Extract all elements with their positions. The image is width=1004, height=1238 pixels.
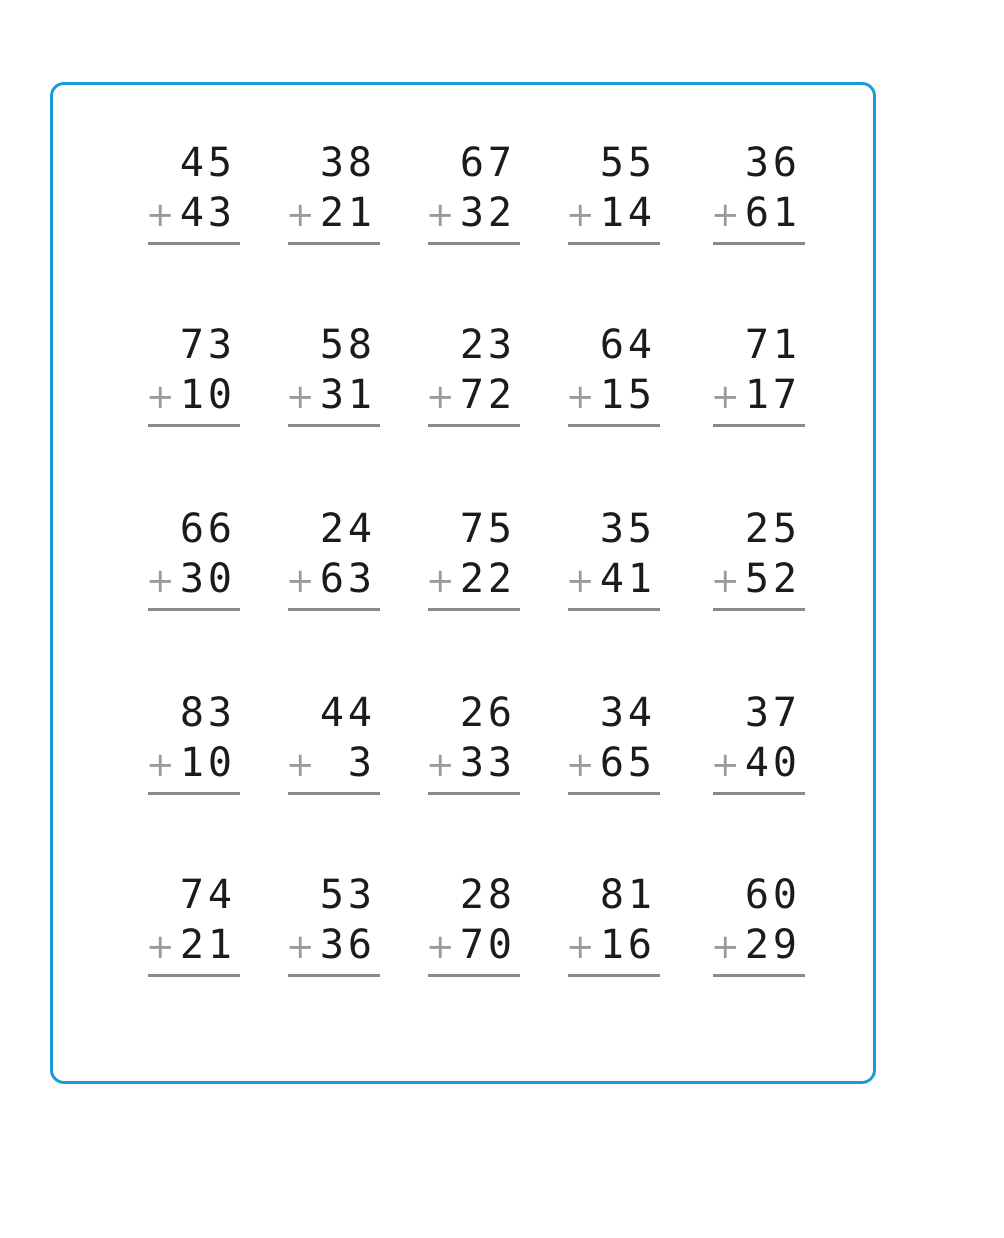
addend-top: 74 [179, 872, 236, 918]
answer-line [288, 792, 380, 795]
addend-bottom: 65 [599, 740, 656, 786]
plus-sign: + [426, 195, 455, 235]
addend-bottom: 17 [744, 372, 801, 418]
addend-top: 73 [179, 322, 236, 368]
addend-bottom: 15 [599, 372, 656, 418]
plus-sign: + [711, 377, 740, 417]
addend-bottom: 70 [459, 922, 516, 968]
plus-sign: + [146, 195, 175, 235]
addition-problem [420, 506, 520, 626]
addend-top: 35 [599, 506, 656, 552]
addend-top: 75 [459, 506, 516, 552]
answer-line [288, 242, 380, 245]
addition-problem [140, 140, 240, 260]
plus-sign: + [711, 561, 740, 601]
addend-top: 23 [459, 322, 516, 368]
answer-line [428, 974, 520, 977]
addend-bottom: 40 [744, 740, 801, 786]
addend-bottom: 63 [319, 556, 376, 602]
addition-problem [560, 506, 660, 626]
answer-line [568, 424, 660, 427]
addition-problem [420, 322, 520, 442]
plus-sign: + [426, 561, 455, 601]
addition-problem [560, 690, 660, 810]
answer-line [568, 792, 660, 795]
plus-sign: + [286, 195, 315, 235]
answer-line [288, 424, 380, 427]
plus-sign: + [426, 927, 455, 967]
answer-line [288, 974, 380, 977]
addition-problem [560, 322, 660, 442]
plus-sign: + [566, 561, 595, 601]
addition-problem [280, 690, 380, 810]
answer-line [713, 608, 805, 611]
addend-bottom: 21 [179, 922, 236, 968]
addend-top: 71 [744, 322, 801, 368]
plus-sign: + [711, 745, 740, 785]
answer-line [428, 608, 520, 611]
addend-bottom: 16 [599, 922, 656, 968]
addition-problem [705, 872, 805, 992]
addend-bottom: 14 [599, 190, 656, 236]
plus-sign: + [286, 377, 315, 417]
addend-bottom: 33 [459, 740, 516, 786]
addend-bottom: 52 [744, 556, 801, 602]
addition-problem [420, 872, 520, 992]
addend-top: 81 [599, 872, 656, 918]
plus-sign: + [146, 745, 175, 785]
addend-bottom: 10 [179, 372, 236, 418]
addition-problem [705, 140, 805, 260]
answer-line [148, 608, 240, 611]
addition-problem [140, 322, 240, 442]
addend-top: 53 [319, 872, 376, 918]
addend-bottom: 31 [319, 372, 376, 418]
addend-bottom: 21 [319, 190, 376, 236]
addend-top: 55 [599, 140, 656, 186]
addend-bottom: 43 [179, 190, 236, 236]
plus-sign: + [146, 377, 175, 417]
addend-top: 45 [179, 140, 236, 186]
addend-bottom: 36 [319, 922, 376, 968]
addend-top: 34 [599, 690, 656, 736]
answer-line [288, 608, 380, 611]
answer-line [713, 792, 805, 795]
answer-line [148, 242, 240, 245]
plus-sign: + [286, 745, 315, 785]
addition-problem [420, 140, 520, 260]
addend-top: 66 [179, 506, 236, 552]
addition-problem [560, 872, 660, 992]
answer-line [568, 608, 660, 611]
addend-top: 60 [744, 872, 801, 918]
plus-sign: + [426, 745, 455, 785]
addend-top: 28 [459, 872, 516, 918]
plus-sign: + [711, 927, 740, 967]
addend-top: 37 [744, 690, 801, 736]
addition-problem [280, 506, 380, 626]
addend-bottom: 41 [599, 556, 656, 602]
addition-problem [140, 872, 240, 992]
plus-sign: + [566, 377, 595, 417]
plus-sign: + [426, 377, 455, 417]
addend-bottom: 29 [744, 922, 801, 968]
addend-top: 24 [319, 506, 376, 552]
addend-top: 25 [744, 506, 801, 552]
plus-sign: + [146, 927, 175, 967]
answer-line [148, 974, 240, 977]
addend-top: 64 [599, 322, 656, 368]
addition-problem [280, 140, 380, 260]
answer-line [148, 424, 240, 427]
addend-top: 26 [459, 690, 516, 736]
addend-top: 38 [319, 140, 376, 186]
answer-line [713, 242, 805, 245]
addition-problem [705, 690, 805, 810]
answer-line [568, 974, 660, 977]
addend-bottom: 22 [459, 556, 516, 602]
answer-line [713, 974, 805, 977]
addition-problem [560, 140, 660, 260]
answer-line [428, 424, 520, 427]
plus-sign: + [711, 195, 740, 235]
addend-top: 83 [179, 690, 236, 736]
answer-line [428, 792, 520, 795]
plus-sign: + [286, 561, 315, 601]
addition-problem [420, 690, 520, 810]
answer-line [428, 242, 520, 245]
plus-sign: + [566, 745, 595, 785]
addend-top: 67 [459, 140, 516, 186]
plus-sign: + [146, 561, 175, 601]
answer-line [148, 792, 240, 795]
addend-bottom: 3 [347, 740, 376, 786]
addend-top: 58 [319, 322, 376, 368]
addend-top: 44 [319, 690, 376, 736]
addition-problem [705, 322, 805, 442]
plus-sign: + [286, 927, 315, 967]
addend-bottom: 30 [179, 556, 236, 602]
addition-problem [140, 506, 240, 626]
addend-bottom: 61 [744, 190, 801, 236]
plus-sign: + [566, 195, 595, 235]
addition-problems-grid [140, 140, 820, 1010]
addend-bottom: 72 [459, 372, 516, 418]
addend-bottom: 10 [179, 740, 236, 786]
addend-bottom: 32 [459, 190, 516, 236]
answer-line [713, 424, 805, 427]
addend-top: 36 [744, 140, 801, 186]
answer-line [568, 242, 660, 245]
plus-sign: + [566, 927, 595, 967]
addition-problem [140, 690, 240, 810]
addition-problem [280, 322, 380, 442]
addition-problem [280, 872, 380, 992]
addition-problem [705, 506, 805, 626]
